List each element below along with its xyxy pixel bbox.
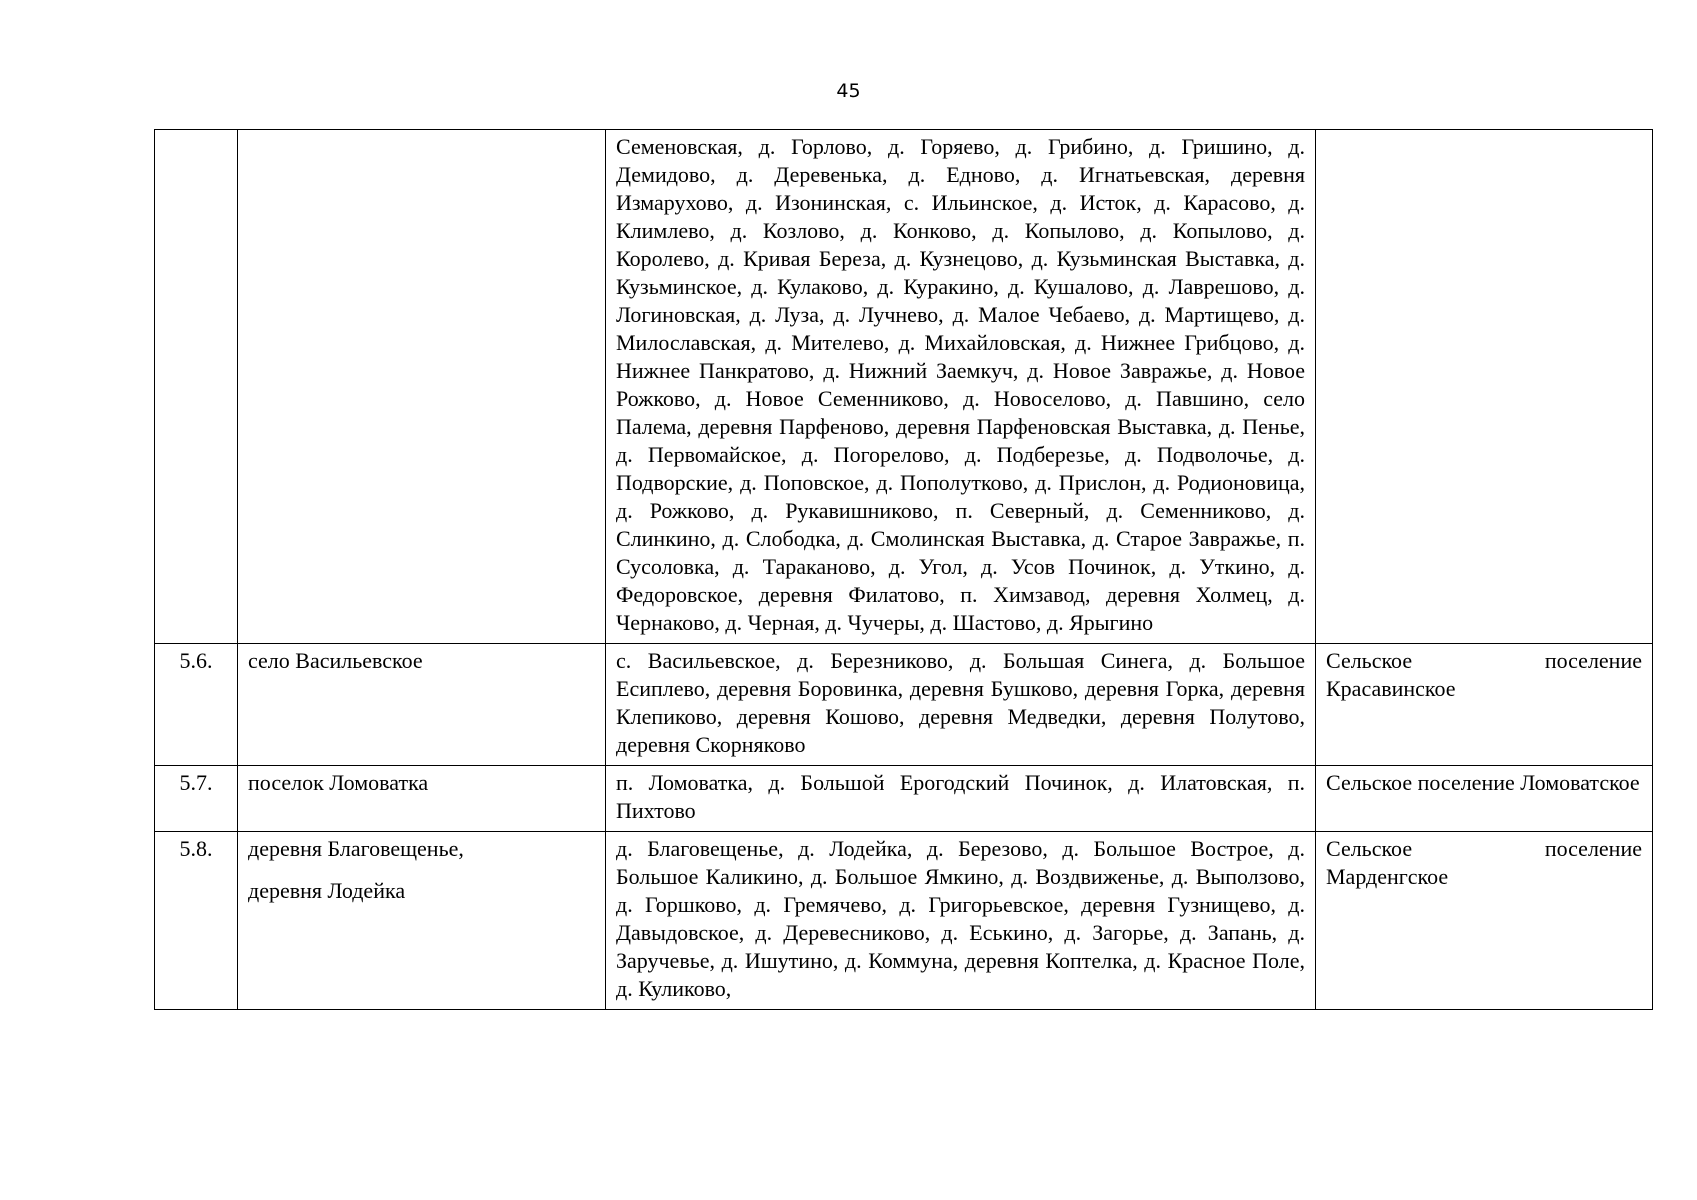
settlements-table	[154, 129, 1653, 1010]
row-number-cell: 5.6.	[155, 644, 238, 766]
admin-center-cell	[238, 832, 606, 1010]
localities-cell: п. Ломоватка, д. Большой Ерогодский Починок, д. Илатовская, п. Пихтово	[606, 766, 1316, 832]
table-row	[155, 766, 1653, 832]
settlement-cell: Сельское поселение Красавинское	[1316, 644, 1653, 766]
localities-cell: Семеновская, д. Горлово, д. Горяево, д. Грибино, д. Гришино, д. Демидово, д. Деревенька, д. Едново, д. Игнатьевская, деревня Измарухово, д. Изонинская, с. Ильинское, д. Исток, д. Карасово, д. Климлево, д. Козлово, д. Конково, д. Копылово, д. Копылово, д. Королево, д. Кривая Береза, д. Кузнецово, д. Кузьминская Выставка, д. Кузьминское, д. Кулаково, д. Куракино, д. Кушалово, д. Лаврешово, д. Логиновская, д. Луза, д. Лучнево, д. Малое Чебаево, д. Мартищево, д. Милославская, д. Мителево, д. Михайловская, д. Нижнее Грибцово, д. Нижнее Панкратово, д. Нижний Заемкуч, д. Новое Завражье, д. Новое Рожково, д. Новое Семенниково, д. Новоселово, д. Павшино, село Палема, деревня Парфеново, деревня Парфеновская Выставка, д. Пенье, д. Первомайское, д. Погорелово, д. Подберезье, д. Подволочье, д. Подворские, д. Поповское, д. Пополутково, д. Прислон, д. Родионовица, д. Рожково, д. Рукавишниково, п. Северный, д. Семенниково, д. Слинкино, д. Слободка, д. Смолинская Выставка, д. Старое Завражье, п. Сусоловка, д. Тараканово, д. Угол, д. Усов Починок, д. Уткино, д. Федоровское, деревня Филатово, п. Химзавод, деревня Холмец, д. Чернаково, д. Черная, д. Чучеры, д. Шастово, д. Ярыгино	[606, 130, 1316, 644]
admin-center-cell	[238, 130, 606, 644]
admin-center-name: деревня Лодейка	[248, 878, 406, 903]
admin-center-name: деревня Благовещенье,	[248, 836, 464, 861]
admin-center-name: поселок Ломоватка	[248, 770, 429, 795]
admin-center-cell	[238, 766, 606, 832]
table-row	[155, 644, 1653, 766]
settlement-cell	[1316, 130, 1653, 644]
settlement-cell: Сельское поселение Марденгское	[1316, 832, 1653, 1010]
page-number: 45	[836, 80, 861, 102]
row-number-cell: 5.7.	[155, 766, 238, 832]
admin-center-cell	[238, 644, 606, 766]
localities-cell	[606, 644, 1316, 766]
settlement-cell: Сельское поселение Ломоватское	[1316, 766, 1653, 832]
admin-center-name: село Васильевское	[248, 648, 423, 673]
localities-text: с. Васильевское, д. Березниково, д. Большая Синега, д. Большое Есиплево, деревня Боровинка, деревня Бушково, деревня Горка, деревня Клепиково, деревня Кошово, деревня Медведки, деревня Полутово, деревня Скорняково	[616, 648, 1305, 757]
table-row	[155, 832, 1653, 1010]
localities-cell: д. Благовещенье, д. Лодейка, д. Березово, д. Большое Вострое, д. Большое Каликино, д. Большое Ямкино, д. Воздвиженье, д. Выползово, д. Горшково, д. Гремячево, д. Григорьевское, деревня Гузнищево, д. Давыдовское, д. Деревесниково, д. Еськино, д. Загорье, д. Запань, д. Заручевье, д. Ишутино, д. Коммуна, деревня Коптелка, д. Красное Поле, д. Куликово,	[606, 832, 1316, 1010]
row-number-cell	[155, 130, 238, 644]
row-number-cell: 5.8.	[155, 832, 238, 1010]
table-row	[155, 130, 1653, 644]
